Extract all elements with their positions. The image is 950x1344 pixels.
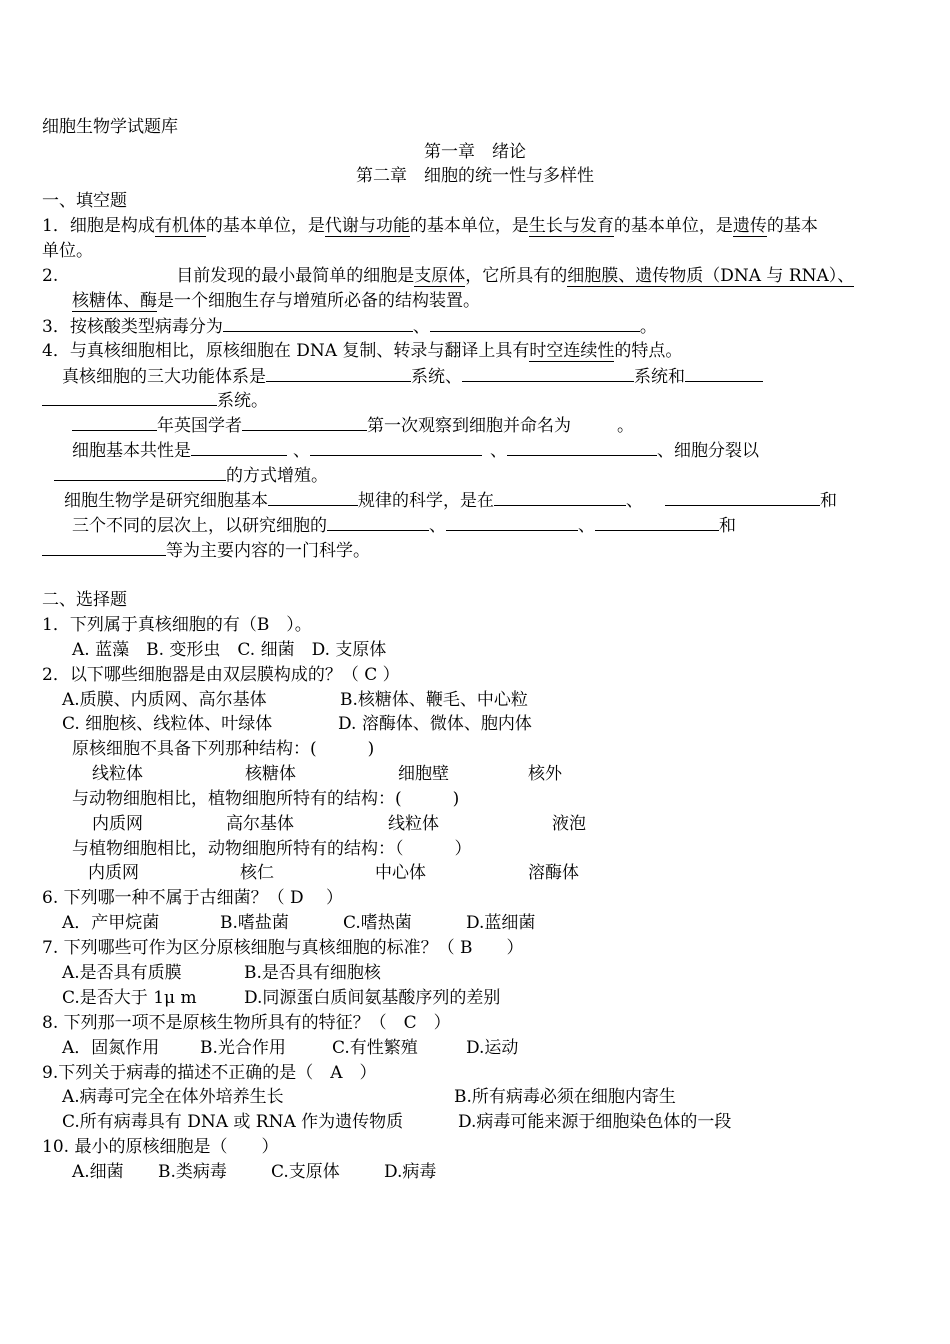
fill-q1 <box>42 215 818 237</box>
blank <box>191 439 287 456</box>
choice-q4: 与动物细胞相比，植物细胞所特有的结构：( ) <box>72 789 460 809</box>
choice-q3-option: 细胞壁 <box>398 764 449 784</box>
text: 1．细胞是构成 <box>42 216 155 236</box>
choice-q10-option: C.支原体 <box>271 1162 340 1182</box>
text: 的特点。 <box>614 341 683 361</box>
blank <box>266 365 411 382</box>
blank <box>430 315 640 332</box>
text: 真核细胞的三大功能体系是 <box>62 367 266 387</box>
choice-q2-option-c: C. 细胞核、线粒体、叶绿体 <box>62 714 273 734</box>
choice-q5-option: 内质网 <box>88 863 139 883</box>
chapter-2-heading: 第二章 细胞的统一性与多样性 <box>356 166 594 186</box>
text: 、 <box>293 441 310 461</box>
choice-q10: 10. 最小的原核细胞是（ ） <box>42 1137 279 1157</box>
text: 系统和 <box>634 367 685 387</box>
choice-q9-option-a: A.病毒可完全在体外培养生长 <box>62 1087 284 1107</box>
fill-q8 <box>64 489 837 512</box>
answer-text: 支原体 <box>414 266 466 286</box>
fill-q2-cont <box>72 290 480 312</box>
choice-q10-option: D.病毒 <box>384 1162 437 1182</box>
fill-q8-cont <box>72 514 736 537</box>
choice-q4-option: 线粒体 <box>388 814 439 834</box>
blank <box>446 514 578 531</box>
blank <box>462 365 634 382</box>
choice-q3: 原核细胞不具备下列那种结构：( ) <box>72 739 375 759</box>
text: 的方式增殖。 <box>226 466 328 486</box>
text: 3．按核酸类型病毒分为 <box>42 317 223 337</box>
fill-q7-cont <box>54 464 328 487</box>
section-fill-heading: 一、填空题 <box>42 191 127 211</box>
text: 、 <box>429 516 446 536</box>
choice-q1-options: A. 蓝藻 B. 变形虫 C. 细菌 D. 支原体 <box>72 640 387 660</box>
blank <box>595 514 719 531</box>
choice-q2-option-b: B.核糖体、鞭毛、中心粒 <box>340 690 528 710</box>
choice-q3-option: 线粒体 <box>92 764 143 784</box>
choice-q4-option: 高尔基体 <box>226 814 294 834</box>
choice-q6-option: C.嗜热菌 <box>343 913 412 933</box>
text: 、细胞分裂以 <box>657 441 759 461</box>
choice-q9-option-b: B.所有病毒必须在细胞内寄生 <box>454 1087 676 1107</box>
blank <box>507 439 657 456</box>
fill-q3 <box>42 315 657 338</box>
text: 和 <box>719 516 736 536</box>
blank <box>42 389 217 406</box>
choice-q7-option-d: D.同源蛋白质间氨基酸序列的差别 <box>244 988 501 1008</box>
choice-q6: 6. 下列哪一种不属于古细菌？（ D ） <box>42 888 344 908</box>
text: 的基本单位，是 <box>613 216 733 236</box>
answer-text: 生长与发育 <box>528 216 614 236</box>
text: 系统、 <box>411 367 462 387</box>
text: 。 <box>639 317 657 337</box>
text: 和 <box>820 491 837 511</box>
text: 4．与真核细胞相比，原核细胞在 DNA 复制、转录与翻译上具有 <box>42 341 530 361</box>
choice-q10-option: A.细菌 <box>72 1162 124 1182</box>
text: 、 <box>626 491 643 511</box>
text: 的基本 <box>766 216 818 236</box>
answer-text: 时空连续性 <box>529 341 615 361</box>
answer-text: 细胞膜、遗传物质（DNA 与 RNA）、 <box>567 266 855 286</box>
fill-q5 <box>62 365 763 388</box>
text: 的基本单位，是 <box>409 216 529 236</box>
choice-q7: 7. 下列哪些可作为区分原核细胞与真核细胞的标准？（ B ） <box>42 938 524 958</box>
blank <box>665 489 820 506</box>
blank <box>494 489 626 506</box>
choice-q3-option: 核外 <box>528 764 562 784</box>
choice-q5-option: 溶酶体 <box>528 863 579 883</box>
text: 系统。 <box>217 391 268 411</box>
text: 三个不同的层次上，以研究细胞的 <box>72 516 327 536</box>
text: 细胞基本共性是 <box>72 441 191 461</box>
choice-q2-option-a: A.质膜、内质网、高尔基体 <box>62 690 267 710</box>
fill-q2 <box>42 265 854 287</box>
choice-q7-option-a: A.是否具有质膜 <box>62 963 182 983</box>
text: 目前发现的最小最简单的细胞是 <box>176 266 415 286</box>
blank <box>327 514 429 531</box>
blank <box>42 539 166 556</box>
choice-q4-option: 内质网 <box>92 814 143 834</box>
choice-q3-option: 核糖体 <box>245 764 296 784</box>
choice-q5-option: 核仁 <box>240 863 274 883</box>
choice-q2-option-d: D. 溶酶体、微体、胞内体 <box>338 714 532 734</box>
text: 年英国学者 <box>157 416 242 436</box>
choice-q8-option: C.有性繁殖 <box>332 1038 418 1058</box>
choice-q8: 8. 下列那一项不是原核生物所具有的特征？（ C ） <box>42 1013 451 1033</box>
choice-q8-option: D.运动 <box>466 1038 519 1058</box>
answer-text: 核糖体、酶 <box>72 291 157 311</box>
blank <box>72 414 157 431</box>
answer-text: 遗传 <box>732 216 767 236</box>
choice-q8-option: B.光合作用 <box>200 1038 286 1058</box>
choice-q6-option: A．产甲烷菌 <box>62 913 160 933</box>
text: 的基本单位，是 <box>205 216 325 236</box>
text: 。 <box>617 416 634 436</box>
choice-q7-option-c: C.是否大于 1μ m <box>62 988 197 1008</box>
fill-q5-cont <box>42 389 268 412</box>
text: 、 <box>412 317 430 337</box>
choice-q10-option: B.类病毒 <box>158 1162 227 1182</box>
text: ，它所具有的 <box>465 266 568 286</box>
text: 规律的科学，是在 <box>358 491 494 511</box>
text: 、 <box>578 516 595 536</box>
choice-q8-option: A．固氮作用 <box>62 1038 160 1058</box>
document-title: 细胞生物学试题库 <box>42 117 178 137</box>
text: 等为主要内容的一门科学。 <box>166 541 370 561</box>
text: 第一次观察到细胞并命名为 <box>367 416 571 436</box>
answer-text: 代谢与功能 <box>324 216 410 236</box>
fill-q6 <box>72 414 634 437</box>
blank <box>54 464 226 481</box>
fill-q4 <box>42 340 682 362</box>
fill-q7 <box>72 439 759 462</box>
choice-q5: 与植物细胞相比，动物细胞所特有的结构：（ ） <box>72 839 472 859</box>
choice-q9-option-d: D.病毒可能来源于细胞染色体的一段 <box>458 1112 732 1132</box>
blank <box>242 414 367 431</box>
choice-q6-option: B.嗜盐菌 <box>220 913 289 933</box>
blank <box>685 365 763 382</box>
choice-q5-option: 中心体 <box>375 863 426 883</box>
choice-q9: 9.下列关于病毒的描述不正确的是（ A ） <box>42 1063 377 1083</box>
choice-q1: 1．下列属于真核细胞的有（B ）。 <box>42 615 312 635</box>
text: 是一个细胞生存与增殖所必备的结构装置。 <box>157 291 480 311</box>
choice-q2: 2．以下哪些细胞器是由双层膜构成的？（ C ） <box>42 665 400 685</box>
blank <box>268 489 358 506</box>
choice-q9-option-c: C.所有病毒具有 DNA 或 RNA 作为遗传物质 <box>62 1112 404 1132</box>
blank <box>310 439 482 456</box>
choice-q4-option: 液泡 <box>552 814 586 834</box>
text: 细胞生物学是研究细胞基本 <box>64 491 268 511</box>
answer-text: 有机体 <box>154 216 206 236</box>
choice-q6-option: D.蓝细菌 <box>466 913 536 933</box>
section-choice-heading: 二、选择题 <box>42 590 127 610</box>
fill-q8-cont2 <box>42 539 370 562</box>
choice-q7-option-b: B.是否具有细胞核 <box>244 963 381 983</box>
text: 、 <box>490 441 507 461</box>
blank <box>223 315 413 332</box>
chapter-1-heading: 第一章 绪论 <box>424 142 526 162</box>
question-number: 2. <box>42 266 59 286</box>
fill-q1-cont: 单位。 <box>42 241 93 261</box>
